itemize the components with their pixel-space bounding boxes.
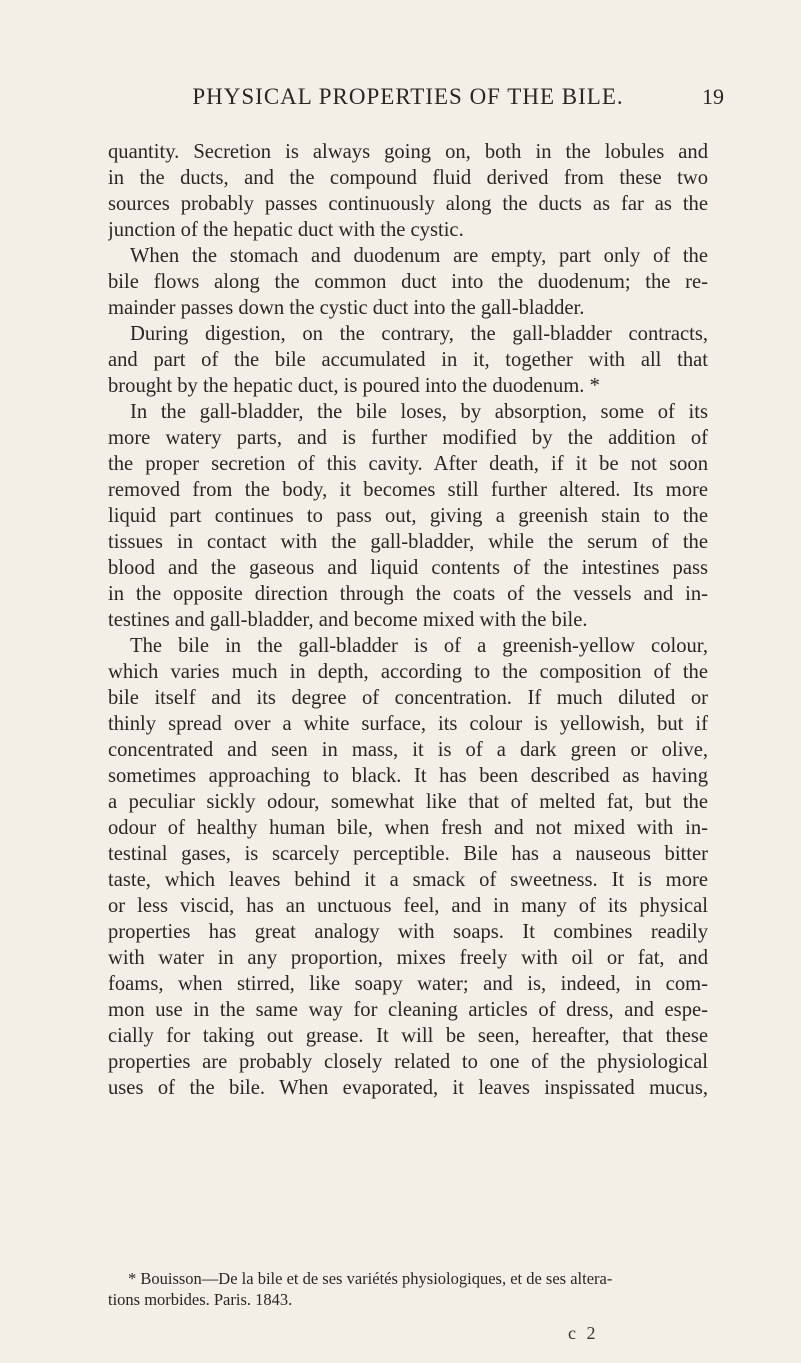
text-line: tissues in contact with the gall-bladder, while the serum of the [108,531,708,553]
text-line: in the ducts, and the compound fluid derived from these two [108,167,708,189]
text-line: quantity. Secretion is always going on, both in the lobules and [108,141,708,163]
text-line: The bile in the gall-bladder is of a greenish-yellow colour, [130,635,708,657]
text-line: properties are probably closely related to one of the physiological [108,1051,708,1073]
text-line: brought by the hepatic duct, is poured into the duodenum. * [108,375,600,397]
text-line: mon use in the same way for cleaning articles of dress, and espe- [108,999,708,1021]
text-line: a peculiar sickly odour, somewhat like that of melted fat, but the [108,791,708,813]
text-line: foams, when stirred, like soapy water; and is, indeed, in com- [108,973,708,995]
footnote-line: * Bouisson—De la bile et de ses variétés physiologiques, et de ses altera- [128,1269,613,1288]
text-line: properties has great analogy with soaps. It combines readily [108,921,708,943]
text-line: bile flows along the common duct into the duodenum; the re- [108,271,708,293]
footnote-line: tions morbides. Paris. 1843. [108,1290,293,1309]
text-line: During digestion, on the contrary, the gall-bladder contracts, [130,323,708,345]
text-line: which varies much in depth, according to the composition of the [108,661,708,683]
text-line: junction of the hepatic duct with the cystic. [108,219,464,241]
text-line: removed from the body, it becomes still further altered. Its more [108,479,708,501]
text-line: In the gall-bladder, the bile loses, by absorption, some of its [130,401,708,423]
text-line: When the stomach and duodenum are empty, part only of the [130,245,708,267]
text-line: testines and gall-bladder, and become mixed with the bile. [108,609,588,631]
text-line: more watery parts, and is further modified by the addition of [108,427,708,449]
text-line: blood and the gaseous and liquid contents of the intestines pass [108,557,708,579]
page-header [108,84,724,114]
text-line: taste, which leaves behind it a smack of sweetness. It is more [108,869,708,891]
signature-mark: c 2 [568,1323,599,1343]
text-line: with water in any proportion, mixes freely with oil or fat, and [108,947,708,969]
page-number: 19 [702,84,724,109]
text-line: in the opposite direction through the coats of the vessels and in- [108,583,708,605]
body-text [108,139,708,1101]
text-line: sources probably passes continuously along the ducts as far as the [108,193,708,215]
text-line: the proper secretion of this cavity. After death, if it be not soon [108,453,708,475]
running-head: PHYSICAL PROPERTIES OF THE BILE. [192,84,624,109]
text-line: or less viscid, has an unctuous feel, and in many of its physical [108,895,708,917]
text-line: liquid part continues to pass out, giving a greenish stain to the [108,505,708,527]
text-line: thinly spread over a white surface, its colour is yellowish, but if [108,713,708,735]
text-line: and part of the bile accumulated in it, together with all that [108,349,708,371]
text-line: concentrated and seen in mass, it is of a dark green or olive, [108,739,708,761]
footnote [108,1268,708,1310]
text-line: bile itself and its degree of concentration. If much diluted or [108,687,708,709]
text-line: uses of the bile. When evaporated, it leaves inspissated mucus, [108,1077,708,1099]
text-line: mainder passes down the cystic duct into the gall-bladder. [108,297,585,319]
text-line: odour of healthy human bile, when fresh and not mixed with in- [108,817,708,839]
text-line: sometimes approaching to black. It has been described as having [108,765,708,787]
text-line: cially for taking out grease. It will be seen, hereafter, that these [108,1025,708,1047]
text-line: testinal gases, is scarcely perceptible. Bile has a nauseous bitter [108,843,708,865]
